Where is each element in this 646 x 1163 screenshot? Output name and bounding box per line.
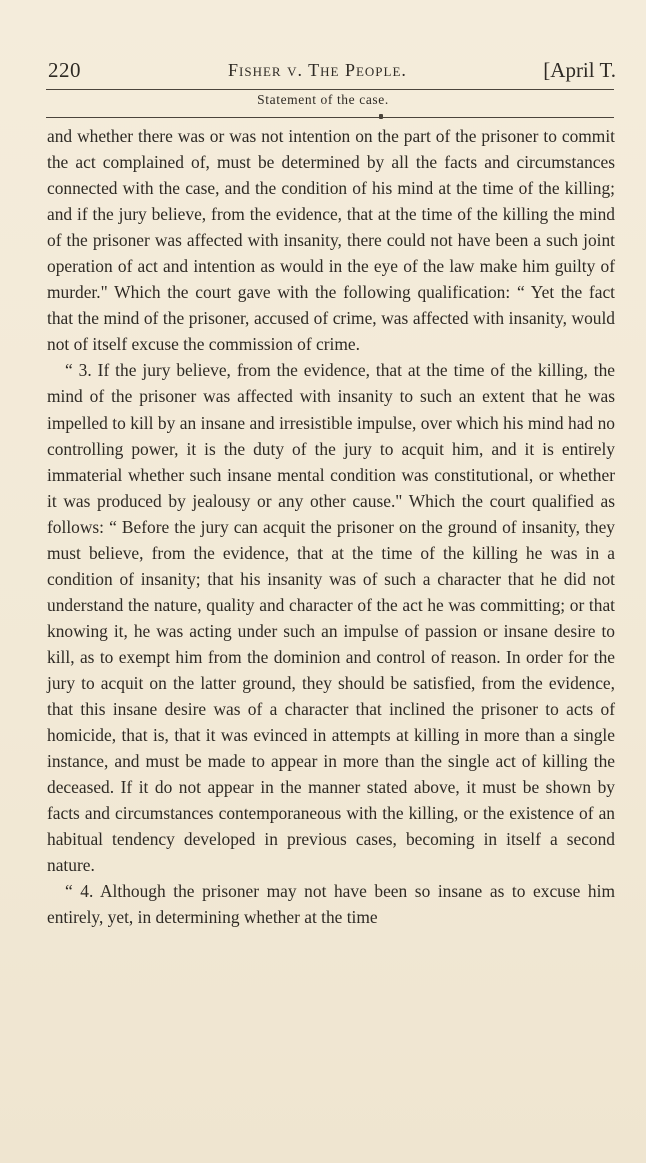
page-number: 220 (48, 58, 81, 82)
term-label: [April T. (543, 58, 616, 82)
paragraph: and whether there was or was not intention on the part of the prisoner to commit the act complained of, must be determined by all the facts and circumstances connected with the case, and the condition of his mind at the time of the killing; and if the jury believe, from the evidence, that at the time of the killing the mind of the prisoner was affected with insanity, there could not have been a such joint operation of act and intention as would in the eye of the law make him guilty of murder." Which the court gave with the following qualification: “ Yet the fact that the mind of the prisoner, accused of crime, was affected with insanity, would not of itself excuse the commission of crime. (47, 126, 615, 355)
rule-ornament (379, 114, 383, 119)
body-text (47, 123, 615, 930)
header-rule (46, 89, 614, 90)
subheading-rule (46, 117, 614, 118)
case-title: Fisher v. The People. (228, 60, 407, 80)
paragraph: “ 3. If the jury believe, from the evidence, that at the time of the killing, the mind of the prisoner was affected with insanity to such an extent that he was impelled to kill by an insane and irresistible impulse, over which his mind had no controlling power, it is the duty of the jury to acquit him, and it is entirely immaterial whether such insane mental condition was constitutional, or whether it was produced by jealousy or any other cause." Which the court qualified as follows: “ Before the jury can acquit the prisoner on the ground of insanity, they must believe, from the evidence, that at the time of the killing he was in a condition of insanity; that his insanity was of such a character that he did not understand the nature, quality and character of the act he was committing; or that knowing it, he was acting under such an impulse of passion or insane desire to kill, as to exempt him from the dominion and control of reason. In order for the jury to acquit on the latter ground, they should be satisfied, from the evidence, that this insane desire was of a character that inclined the prisoner to acts of homicide, that is, that it was evinced in attempts at killing in more than a single instance, and must be made to appear in more than the single act of killing the deceased. If it do not appear in the manner stated above, it must be shown by facts and circumstances contemporaneous with the killing, or the existence of an habitual tendency developed in previous cases, becoming in itself a second nature. (47, 360, 615, 876)
section-subheading: Statement of the case. (257, 92, 389, 107)
running-head (48, 58, 616, 86)
paragraph: “ 4. Although the prisoner may not have been so insane as to excuse him entirely, yet, in determining whether at the time (47, 881, 615, 928)
